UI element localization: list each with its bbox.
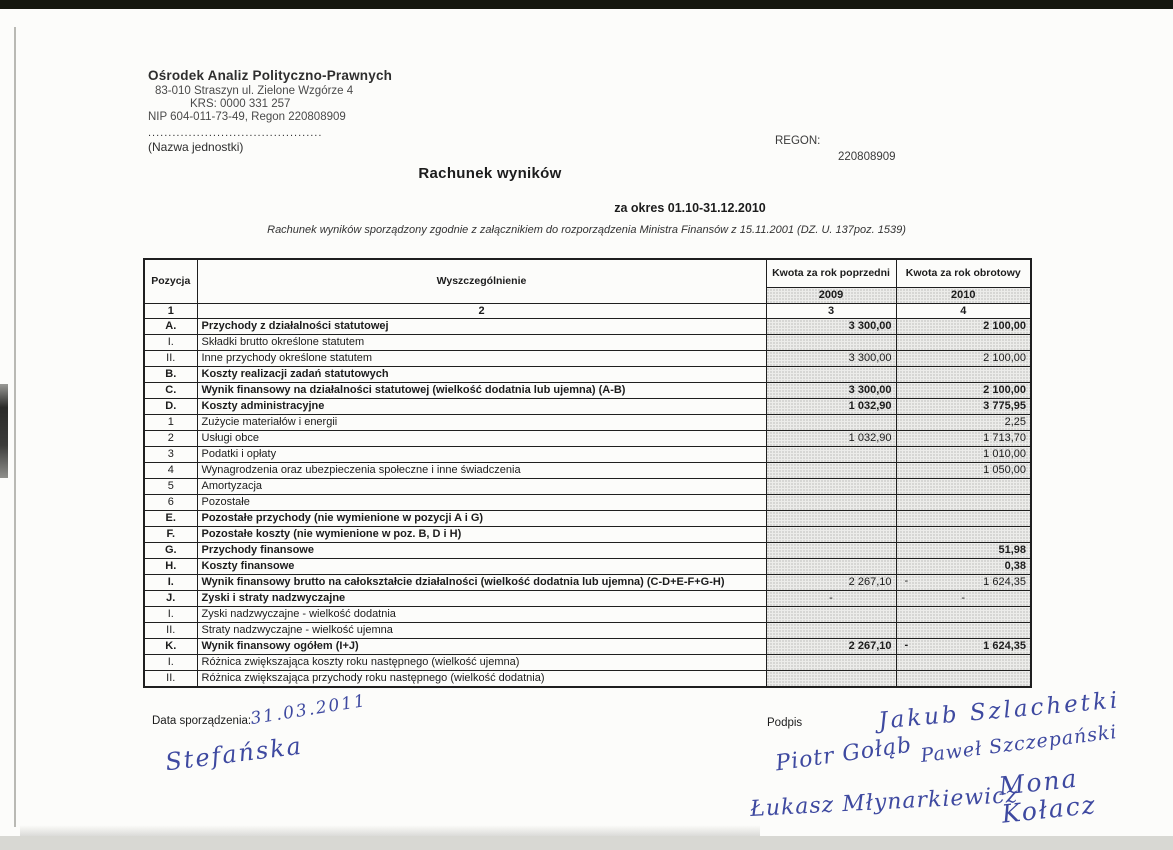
cell-year-curr: 2 100,00 [896,319,1031,335]
cell-year-prev [766,479,896,495]
cell-year-curr: 2 100,00 [896,351,1031,367]
cell-year-prev [766,671,896,688]
cell-year-prev: 1 032,90 [766,431,896,447]
cell-year-prev [766,495,896,511]
cell-year-prev: - [766,591,896,607]
results-table [143,258,1032,688]
header-pozycja: Pozycja [144,259,197,304]
table-row [144,607,1031,623]
cell-description: Koszty administracyjne [197,399,766,415]
cell-year-prev [766,367,896,383]
cell-year-prev [766,655,896,671]
cell-year-prev [766,511,896,527]
cell-description: Pozostałe przychody (nie wymienione w pozycji A i G) [197,511,766,527]
cell-year-prev [766,543,896,559]
cell-position: 5 [144,479,197,495]
cell-year-curr: 2,25 [896,415,1031,431]
cell-year-curr: 3 775,95 [896,399,1031,415]
cell-year-curr [896,671,1031,688]
cell-year-curr [896,527,1031,543]
cell-position: I. [144,335,197,351]
cell-year-curr: - [896,591,1031,607]
table-row [144,431,1031,447]
cell-position: II. [144,351,197,367]
cell-year-curr: 51,98 [896,543,1031,559]
cell-year-prev: 3 300,00 [766,319,896,335]
table-row [144,495,1031,511]
cell-year-curr: - 1 624,35 [896,575,1031,591]
legal-note: Rachunek wyników sporządzony zgodnie z załącznikiem do rozporządzenia Ministra Finansów z 15.11.2001 (DZ. U. 137poz. 1539) [267,224,906,236]
cell-description: Zużycie materiałów i energii [197,415,766,431]
cell-year-curr [896,607,1031,623]
table-row [144,447,1031,463]
cell-description: Składki brutto określone statutem [197,335,766,351]
table-row [144,527,1031,543]
cell-description: Pozostałe koszty (nie wymienione w poz. B, D i H) [197,527,766,543]
cell-description: Różnica zwiększająca koszty roku następnego (wielkość ujemna) [197,655,766,671]
table-row [144,319,1031,335]
cell-description: Zyski nadzwyczajne - wielkość dodatnia [197,607,766,623]
document-title: Rachunek wyników [418,165,562,182]
cell-year-curr: 2 100,00 [896,383,1031,399]
cell-year-curr: 1 010,00 [896,447,1031,463]
table-row [144,399,1031,415]
cell-year-curr [896,335,1031,351]
company-krs: KRS: 0000 331 257 [190,98,291,110]
signature-label: Podpis [767,717,803,729]
cell-position: I. [144,655,197,671]
table-row [144,655,1031,671]
cell-year-curr: 0,38 [896,559,1031,575]
cell-position: D. [144,399,197,415]
table-row [144,543,1031,559]
cell-description: Zyski i straty nadzwyczajne [197,591,766,607]
colnum-3: 3 [766,304,896,319]
table-row [144,639,1031,655]
cell-year-prev [766,415,896,431]
cell-description: Wynagrodzenia oraz ubezpieczenia społeczne i inne świadczenia [197,463,766,479]
table-row [144,415,1031,431]
cell-year-curr [896,511,1031,527]
cell-description: Pozostałe [197,495,766,511]
colnum-2: 2 [197,304,766,319]
table-row [144,351,1031,367]
cell-position: I. [144,607,197,623]
cell-year-curr [896,655,1031,671]
cell-year-prev [766,527,896,543]
cell-position: A. [144,319,197,335]
table-row [144,591,1031,607]
minus-sign: - [904,575,909,587]
cell-year-prev: 2 267,10 [766,575,896,591]
cell-year-prev [766,447,896,463]
handwritten-signature-2: Piotr Gołąb [773,732,914,777]
table-colnum-row [144,304,1031,319]
table-header-row [144,259,1031,288]
cell-year-prev [766,559,896,575]
table-row [144,623,1031,639]
cell-description: Wynik finansowy ogółem (I+J) [197,639,766,655]
cell-position: K. [144,639,197,655]
scan-artifact-bottom-shadow [20,825,760,836]
cell-position: 1 [144,415,197,431]
header-year-2010: 2010 [896,288,1031,304]
cell-year-prev [766,335,896,351]
company-name: Ośrodek Analiz Polityczno-Prawnych [148,68,393,83]
entity-name-label: (Nazwa jednostki) [148,140,244,154]
header-year-2009: 2009 [766,288,896,304]
cell-position: 6 [144,495,197,511]
cell-year-prev: 3 300,00 [766,351,896,367]
cell-position: J. [144,591,197,607]
cell-description: Wynik finansowy brutto na całokształcie działalności (wielkość dodatnia lub ujemna) (C-D+E-F+G-H) [197,575,766,591]
cell-year-prev: 1 032,90 [766,399,896,415]
cell-description: Inne przychody określone statutem [197,351,766,367]
scan-artifact-top-edge [0,0,1173,9]
table-row [144,463,1031,479]
scan-artifact-left-mark [0,384,8,478]
regon-label: REGON: [775,135,821,147]
regon-value: 220808909 [838,151,896,163]
date-label: Data sporządzenia: [152,715,252,727]
table-row [144,479,1031,495]
cell-year-curr [896,623,1031,639]
cell-position: 4 [144,463,197,479]
cell-year-curr [896,367,1031,383]
handwritten-date: 31.03.2011 [249,690,369,730]
reporting-period: za okres 01.10-31.12.2010 [614,201,766,215]
handwritten-signature-left: Stefańska [163,731,305,777]
table-row [144,671,1031,688]
cell-description: Koszty finansowe [197,559,766,575]
dotted-line: ........................................... [148,127,323,139]
cell-year-prev [766,607,896,623]
cell-position: G. [144,543,197,559]
table-row [144,335,1031,351]
cell-description: Przychody z działalności statutowej [197,319,766,335]
header-wyszczegolnienie: Wyszczególnienie [197,259,766,304]
cell-year-prev [766,463,896,479]
company-nip-regon: NIP 604-011-73-49, Regon 220808909 [148,111,346,123]
cell-description: Koszty realizacji zadań statutowych [197,367,766,383]
cell-year-prev: 3 300,00 [766,383,896,399]
cell-position: B. [144,367,197,383]
cell-description: Amortyzacja [197,479,766,495]
handwritten-signature-3: Paweł Szczepański [919,721,1119,767]
table-row [144,367,1031,383]
colnum-4: 4 [896,304,1031,319]
handwritten-signature-1: Jakub Szlachetki [877,687,1122,735]
cell-description: Usługi obce [197,431,766,447]
company-address: 83-010 Straszyn ul. Zielone Wzgórze 4 [155,85,354,97]
cell-position: C. [144,383,197,399]
company-stamp [148,68,408,154]
scan-artifact-bottom-edge [0,836,1173,850]
cell-description: Różnica zwiększająca przychody roku następnego (wielkość dodatnia) [197,671,766,688]
table-row [144,559,1031,575]
cell-position: I. [144,575,197,591]
table-row [144,575,1031,591]
cell-position: E. [144,511,197,527]
handwritten-signature-4: Łukasz Młynarkiewicz [749,782,1019,823]
cell-year-curr: 1 050,00 [896,463,1031,479]
cell-year-curr [896,479,1031,495]
cell-position: II. [144,623,197,639]
cell-position: II. [144,671,197,688]
table-row [144,511,1031,527]
cell-position: F. [144,527,197,543]
colnum-1: 1 [144,304,197,319]
header-kwota-poprzedni: Kwota za rok poprzedni [766,259,896,288]
table-row [144,383,1031,399]
header-kwota-obrotowy: Kwota za rok obrotowy [896,259,1031,288]
cell-description: Przychody finansowe [197,543,766,559]
cell-description: Wynik finansowy na działalności statutowej (wielkość dodatnia lub ujemna) (A-B) [197,383,766,399]
cell-year-prev [766,623,896,639]
cell-description: Podatki i opłaty [197,447,766,463]
cell-year-curr [896,495,1031,511]
handwritten-signature-5: Mona Kołacz [997,763,1099,829]
table-body [144,319,1031,688]
cell-description: Straty nadzwyczajne - wielkość ujemna [197,623,766,639]
cell-position: H. [144,559,197,575]
minus-sign: - [904,639,909,651]
cell-year-curr: - 1 624,35 [896,639,1031,655]
cell-year-prev: 2 267,10 [766,639,896,655]
scan-artifact-left-edge [14,27,16,827]
cell-position: 2 [144,431,197,447]
cell-position: 3 [144,447,197,463]
cell-year-curr: 1 713,70 [896,431,1031,447]
